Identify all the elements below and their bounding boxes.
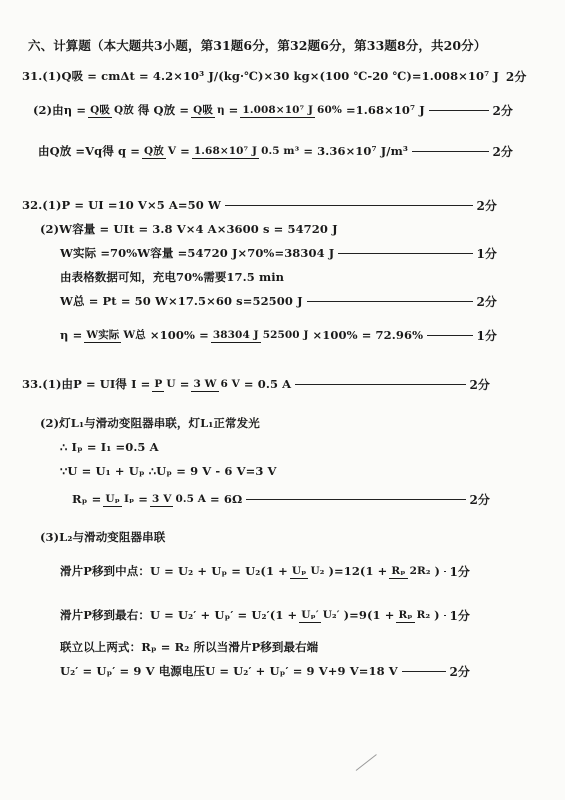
leader-line [225, 205, 473, 206]
section-heading: 六、计算题（本大题共3小题，第31题6分，第32题6分，第33题8分，共20分） [28, 38, 487, 53]
q32-step5-text: W总 = Pt = 50 W×17.5×60 s=52500 J [60, 294, 303, 308]
q32-step2-text: (2)W容量 = UIt = 3.8 V×4 A×3600 s = 54720 J [40, 222, 338, 236]
numerator: Uₚ′ [301, 609, 319, 622]
q31-step2-mid: 得 Q放 = [137, 103, 190, 117]
q32-step6-post: ×100% = 72.96% [312, 328, 424, 342]
fraction [88, 103, 136, 116]
q31-step3-pre: 由Q放 =Vq得 q = [38, 144, 141, 158]
q33-line-10 [0, 656, 565, 686]
q33-step2-text: (2)灯L₁与滑动变阻器串联，灯L₁正常发光 [40, 416, 260, 430]
fraction [150, 492, 208, 505]
leader-line [429, 110, 490, 111]
denominator: 0.5 A [175, 493, 207, 506]
q33-line-8 [0, 596, 565, 634]
numerator: 38304 J [212, 329, 259, 342]
fraction [290, 564, 327, 577]
q33-step1-pre: 33.(1)由P = UI得 I = [22, 377, 151, 391]
leader-line [412, 151, 489, 152]
score-mark: 1分 [476, 246, 497, 261]
q31-line-3 [0, 133, 565, 169]
q33-step7-mid: )=12(1 + [328, 564, 388, 578]
section-heading-row [0, 30, 565, 60]
q33-step8-mid: )=9(1 + [343, 608, 395, 622]
numerator: 1.008×10⁷ J [242, 104, 314, 117]
fraction [396, 608, 432, 621]
q32-step3-text: W实际 =70%W容量 =54720 J×70%=38304 J [60, 246, 335, 260]
q33-line-1 [0, 366, 565, 402]
score-mark: 1分 [449, 608, 470, 623]
q33-step10-text: U₂′ = Uₚ′ = 9 V 电源电压U = U₂′ + Uₚ′ = 9 V+9 V=18 V [60, 664, 398, 678]
score-mark: 2分 [492, 144, 513, 159]
q31-step1-text: 31.(1)Q吸 = cmΔt = 4.2×10³ J/(kg·℃)×30 kg×(100 ℃-20 ℃)=1.008×10⁷ J [22, 69, 499, 83]
pencil-stroke [356, 754, 377, 771]
numerator: Rₚ [391, 565, 406, 578]
denominator: 52500 J [262, 329, 309, 342]
denominator: U₂ [310, 565, 325, 578]
score-mark: 2分 [476, 294, 497, 309]
q32-step4-text: 由表格数据可知，充电70%需要17.5 min [60, 270, 285, 284]
q32-step6-mid: ×100% = [149, 328, 209, 342]
numerator: 1.68×10⁷ J [193, 145, 258, 158]
equals-sign: = [180, 144, 190, 158]
numerator: Uₚ [291, 565, 307, 578]
numerator: Q放 [144, 145, 164, 158]
score-mark: 2分 [476, 198, 497, 213]
numerator: 3 V [152, 493, 172, 506]
leader-line [246, 499, 466, 500]
numerator: 3 W [193, 378, 217, 391]
leader-line [444, 571, 446, 572]
q33-step9-text: 联立以上两式：Rₚ = R₂ 所以当滑片P移到最右端 [60, 640, 319, 654]
numerator: Q吸 [90, 104, 110, 117]
denominator: 6 V [220, 378, 240, 391]
q31-line-2 [0, 92, 565, 128]
q33-line-7 [0, 552, 565, 590]
denominator: U₂′ [322, 609, 340, 622]
q33-step4-text: ∵U = U₁ + Uₚ ∴Uₚ = 9 V - 6 V=3 V [60, 464, 277, 478]
q33-step5-post: = 6Ω [210, 492, 243, 506]
leader-line [444, 615, 447, 616]
q33-step6-text: (3)L₂与滑动变阻器串联 [40, 530, 166, 544]
score-mark: 2分 [505, 69, 527, 84]
fraction [211, 328, 311, 341]
q31-line-1 [0, 61, 565, 91]
q32-line-6 [0, 316, 565, 354]
denominator: U [166, 378, 176, 391]
denominator: Iₚ [123, 493, 135, 506]
q33-step8-post: ) [434, 608, 440, 622]
q33-step7-post: ) [434, 564, 441, 578]
denominator: 2R₂ [409, 565, 431, 578]
leader-line [295, 384, 466, 385]
score-mark: 1分 [476, 328, 497, 343]
score-mark: 2分 [449, 664, 470, 679]
denominator: Q放 [113, 104, 134, 117]
fraction [389, 564, 432, 577]
denominator: η [216, 104, 225, 117]
score-mark: 2分 [469, 377, 490, 392]
q33-step1-post: = 0.5 A [243, 377, 292, 391]
q32-line-5 [0, 286, 565, 316]
numerator: Rₚ [398, 609, 413, 622]
fraction [142, 144, 178, 157]
fraction [103, 492, 136, 505]
fraction [191, 377, 241, 390]
equals-sign: = [228, 103, 239, 117]
score-mark: 1分 [449, 564, 470, 579]
fraction [192, 144, 301, 157]
q32-step1-text: 32.(1)P = UI =10 V×5 A=50 W [22, 198, 221, 212]
fraction [191, 103, 227, 116]
numerator: Uₚ [105, 493, 120, 506]
equals-sign: = [179, 377, 190, 391]
q33-step7-pre: 滑片P移到中点：U = U₂ + Uₚ = U₂(1 + [60, 564, 288, 578]
score-mark: 2分 [469, 492, 490, 507]
q33-line-5 [0, 480, 565, 518]
fraction [299, 608, 341, 621]
denominator: R₂ [416, 609, 431, 622]
numerator: W实际 [86, 329, 120, 342]
fraction [84, 328, 148, 341]
denominator: 0.5 m³ [261, 145, 300, 158]
q31-step2-post: =1.68×10⁷ J [345, 103, 425, 117]
denominator: V [167, 145, 177, 158]
q33-line-6 [0, 522, 565, 552]
equals-sign: = [138, 492, 149, 506]
fraction [152, 377, 177, 390]
q33-step3-text: ∴ Iₚ = I₁ =0.5 A [60, 440, 159, 454]
q32-step6-pre: η = [60, 328, 83, 342]
denominator: W总 [123, 329, 146, 342]
fraction [240, 103, 344, 116]
q31-step3-post: = 3.36×10⁷ J/m³ [303, 144, 409, 158]
numerator: Q吸 [193, 104, 213, 117]
leader-line [338, 253, 473, 254]
q33-step8-pre: 滑片P移到最右：U = U₂′ + Uₚ′ = U₂′(1 + [60, 608, 298, 622]
q31-step2-pre: (2)由η = [33, 103, 87, 117]
denominator: 60% [317, 104, 342, 117]
leader-line [427, 335, 473, 336]
q33-step5-pre: Rₚ = [72, 492, 102, 506]
score-mark: 2分 [492, 103, 513, 118]
leader-line [307, 301, 474, 302]
numerator: P [154, 378, 163, 391]
leader-line [402, 671, 447, 672]
